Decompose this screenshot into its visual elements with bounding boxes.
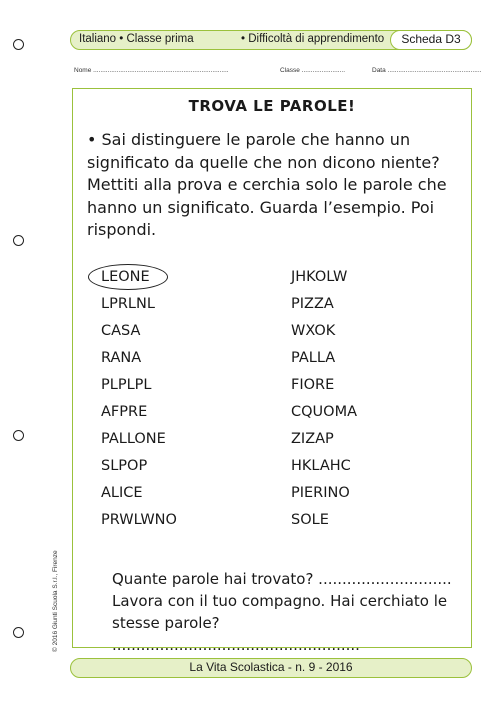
word-item: RANA — [101, 350, 142, 366]
word-item: PALLONE — [101, 431, 166, 447]
word-item: SLPOP — [101, 458, 148, 474]
classe-field: Classe ........................ — [280, 67, 346, 74]
word-item: CASA — [101, 323, 141, 339]
word-item: ZIZAP — [291, 431, 334, 447]
header-band — [70, 30, 472, 50]
word-item: PALLA — [291, 350, 336, 366]
question-compare: Lavora con il tuo compagno. Hai cerchiato le stesse parole? .................................................... — [112, 592, 448, 654]
exercise-title: TROVA LE PAROLE! — [188, 97, 356, 115]
exercise-box — [72, 88, 472, 648]
nome-field: Nome ........................................................................... — [74, 67, 229, 74]
word-item: FIORE — [291, 377, 335, 393]
word-item: PIZZA — [291, 296, 334, 312]
word-item: LPRLNL — [101, 296, 155, 312]
subject-label: Italiano • Classe prima — [79, 33, 194, 45]
word-column-left — [101, 264, 177, 534]
scheda-badge: Scheda D3 — [390, 30, 472, 50]
word-item: PRWLWNO — [101, 512, 177, 528]
word-item: JHKOLW — [291, 269, 348, 285]
copyright-text: © 2016 Giunti Scuola S.r.l., Firenze — [52, 550, 59, 652]
difficulty-label: • Difficoltà di apprendimento — [241, 33, 385, 45]
word-item: LEONE — [101, 264, 177, 291]
questions-block — [112, 568, 462, 656]
footer-band: La Vita Scolastica - n. 9 - 2016 — [70, 658, 472, 678]
question-count: Quante parole hai trovato? ............................ — [112, 570, 452, 588]
word-item: AFPRE — [101, 404, 148, 420]
word-column-right — [291, 264, 357, 534]
binder-hole-bottom — [13, 627, 24, 638]
word-item: WXOK — [291, 323, 336, 339]
binder-hole-upper-middle — [13, 235, 24, 246]
exercise-instructions: • Sai distinguere le parole che hanno un significato da quelle che non dicono niente? Mettiti alla prova e cerchia solo le parole che hanno un significato. Guarda l’esempio. Poi rispondi. — [87, 130, 447, 239]
word-item: SOLE — [291, 512, 329, 528]
binder-hole-lower-middle — [13, 430, 24, 441]
binder-hole-top — [13, 39, 24, 50]
word-item: ALICE — [101, 485, 143, 501]
word-item: CQUOMA — [291, 404, 357, 420]
example-circle — [88, 264, 168, 290]
word-item: PIERINO — [291, 485, 350, 501]
word-item: HKLAHC — [291, 458, 351, 474]
data-field: Data .................................................... — [372, 67, 482, 74]
word-item: PLPLPL — [101, 377, 152, 393]
